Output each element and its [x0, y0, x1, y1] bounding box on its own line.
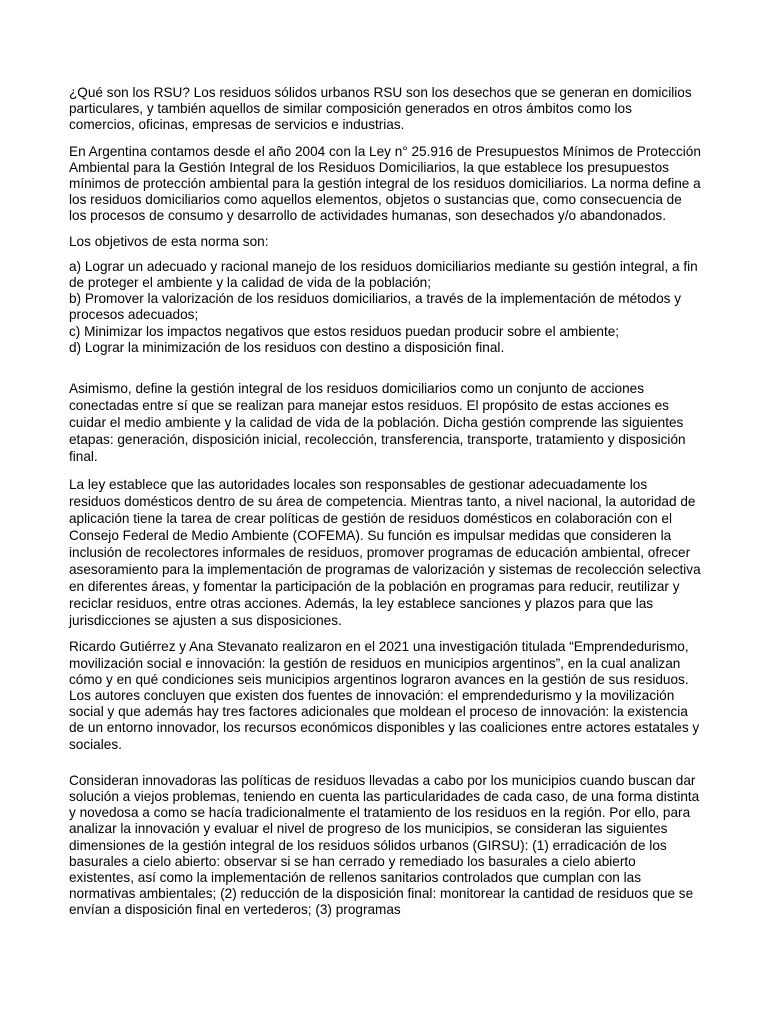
paragraph-rsu-definition: ¿Qué son los RSU? Los residuos sólidos urbanos RSU son los desechos que se generan en domicilios particulares, y también aquellos de similar composición generados en otros ámbitos como los comercios, oficinas, empresas de servicios e industrias. — [69, 85, 692, 133]
objective-item-a: a) Lograr un adecuado y racional manejo de los residuos domiciliarios mediante su gestión integral, a fin de proteger el ambiente y la calidad de vida de la población; — [69, 258, 698, 291]
objectives-list — [69, 259, 701, 356]
objective-item-b: b) Promover la valorización de los residuos domiciliarios, a través de la implementación de métodos y procesos adecuados; — [69, 291, 681, 323]
paragraph-innovacion: Consideran innovadoras las políticas de residuos llevadas a cabo por los municipios cuando buscan dar solución a viejos problemas, teniendo en cuenta las particularidades de cada caso, de una forma distinta y novedosa a como se hacía tradicionalmente el tratamiento de los residuos en la región. Por ello, para analizar la innovación y evaluar el nivel de progreso de los municipios, se consideran las siguientes dimensiones de la gestión integral de los residuos sólidos urbanos (GIRSU): (1) erradicación de los basurales a cielo abierto: observar si se han cerrado y remediado los basurales a cielo abierto existentes, así como la implementación de rellenos sanitarios controlados que cumplan con las normativas ambientales; (2) reducción de la disposición final: monitorear la cantidad de residuos que se envían a disposición final en vertederos; (3) programas — [69, 772, 700, 918]
paragraph-gestion-integral: Asimismo, define la gestión integral de los residuos domiciliarios como un conjunto de acciones conectadas entre sí que se realizan para manejar estos residuos. El propósito de estas acciones es cuidar el medio ambiente y la calidad de vida de la población. Dicha gestión comprende las siguientes etapas: generación, disposición inicial, recolección, transferencia, transporte, tratamiento y disposición final. — [69, 381, 686, 465]
paragraph-autoridades: La ley establece que las autoridades locales son responsables de gestionar adecuadamente los residuos domésticos dentro de su área de competencia. Mientras tanto, a nivel nacional, la autoridad de aplicación tiene la tarea de crear políticas de gestión de residuos domésticos en colaboración con el Consejo Federal de Medio Ambiente (COFEMA). Su función es impulsar medidas que consideren la inclusión de recolectores informales de residuos, promover programas de educación ambiental, ofrecer asesoramiento para la implementación de programas de valorización y sistemas de recolección selectiva en diferentes áreas, y fomentar la participación de la población en programas para reducir, reutilizar y reciclar residuos, entre otras acciones. Además, la ley establece sanciones y plazos para que las jurisdicciones se ajusten a sus disposiciones. — [69, 476, 701, 629]
objective-item-c: c) Minimizar los impactos negativos que estos residuos puedan producir sobre el ambiente; — [69, 323, 620, 339]
document-page — [69, 85, 701, 919]
objective-item-d: d) Lograr la minimización de los residuos con destino a disposición final. — [69, 339, 505, 355]
paragraph-investigacion: Ricardo Gutiérrez y Ana Stevanato realizaron en el 2021 una investigación titulada “Emprendedurismo, movilización social e innovación: la gestión de residuos en municipios argentinos”, en la cual analizan cómo y en qué condiciones seis municipios argentinos lograron avances en la gestión de sus residuos. Los autores concluyen que existen dos fuentes de innovación: el emprendedurismo y la movilización social y que además hay tres factores adicionales que moldean el proceso de innovación: la existencia de un entorno innovador, los recursos económicos disponibles y las coaliciones entre actores estatales y sociales. — [69, 639, 700, 752]
paragraph-ley-25916: En Argentina contamos desde el año 2004 con la Ley n° 25.916 de Presupuestos Mínimos de Protección Ambiental para la Gestión Integral de los Residuos Domiciliarios, la que establece los presupuestos mínimos de protección ambiental para la gestión integral de los residuos domiciliarios. La norma define a los residuos domiciliarios como aquellos elementos, objetos o sustancias que, como consecuencia de los procesos de consumo y desarrollo de actividades humanas, son desechados y/o abandonados. — [69, 143, 701, 224]
paragraph-objectives-intro: Los objetivos de esta norma son: — [69, 233, 269, 249]
